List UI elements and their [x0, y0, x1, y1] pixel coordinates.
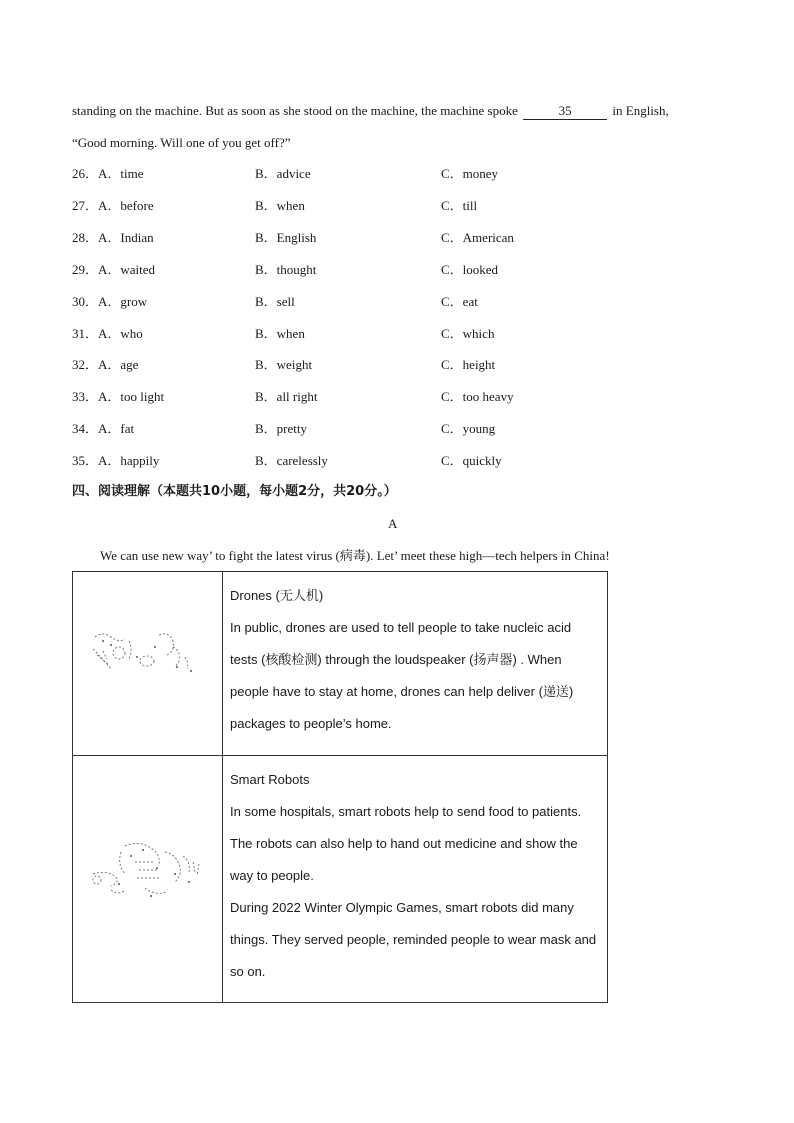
option-b[interactable]: B．pretty	[255, 421, 307, 436]
option-a[interactable]: A．fat	[98, 421, 135, 436]
question-number-and-option-a	[72, 355, 138, 375]
question-number: 26．	[72, 166, 99, 181]
passage-text-before-blank: standing on the machine. But as soon as she stood on the machine, the machine spoke	[72, 103, 518, 118]
question-row	[72, 355, 632, 375]
drone-title: Drones (无人机)	[230, 588, 324, 603]
question-number: 31．	[72, 326, 99, 341]
option-c[interactable]: C．which	[441, 326, 495, 341]
question-number: 28．	[72, 230, 99, 245]
drone-text-cell	[223, 572, 608, 756]
option-b[interactable]: B．when	[255, 326, 305, 341]
robot-sketch-icon	[85, 838, 209, 908]
option-a[interactable]: A．time	[98, 166, 144, 181]
question-number: 32．	[72, 357, 99, 372]
passage-line-2: “Good morning. Will one of you get off?”	[72, 135, 291, 150]
passage-text-after-blank: in English,	[612, 103, 669, 118]
option-b[interactable]: B．all right	[255, 389, 318, 404]
option-c[interactable]: C．young	[441, 421, 496, 436]
option-a[interactable]: A．age	[98, 357, 139, 372]
answer-blank-35: 35	[523, 103, 607, 120]
question-row	[72, 419, 632, 439]
question-number: 35．	[72, 453, 99, 468]
option-c[interactable]: C．American	[441, 230, 514, 245]
passage-letter: A	[388, 516, 398, 531]
robot-description-1: In some hospitals, smart robots help to send food to patients. The robots can also help to hand out medicine and show the way to people.	[230, 804, 582, 883]
helpers-table	[72, 571, 608, 1003]
drone-description: In public, drones are used to tell people to take nucleic acid tests (核酸检测) through the loudspeaker (扬声器) . When people have to stay at home, drones can help deliver (递送) packages to people’s home.	[230, 620, 574, 731]
question-number: 30．	[72, 294, 99, 309]
question-row	[72, 164, 632, 184]
question-number: 33．	[72, 389, 99, 404]
option-a[interactable]: A．who	[98, 326, 143, 341]
passage-line-1	[72, 101, 669, 121]
drone-sketch-icon	[89, 627, 199, 687]
question-number-and-option-a	[72, 164, 144, 184]
question-row	[72, 196, 632, 216]
robot-text-cell	[223, 756, 608, 1003]
robot-title: Smart Robots	[230, 772, 310, 787]
option-a[interactable]: A．happily	[98, 453, 160, 468]
question-number-and-option-a	[72, 292, 147, 312]
option-b[interactable]: B．English	[255, 230, 317, 245]
option-b[interactable]: B．thought	[255, 262, 317, 277]
question-row	[72, 324, 632, 344]
option-b[interactable]: B．weight	[255, 357, 313, 372]
question-row	[72, 228, 632, 248]
option-b[interactable]: B．sell	[255, 294, 295, 309]
option-a[interactable]: A．too light	[98, 389, 165, 404]
option-b[interactable]: B．when	[255, 198, 305, 213]
table-row	[73, 756, 608, 1003]
robot-image-cell	[73, 756, 223, 1003]
table-row	[73, 572, 608, 756]
question-number-and-option-a	[72, 196, 154, 216]
option-b[interactable]: B．advice	[255, 166, 311, 181]
option-c[interactable]: C．quickly	[441, 453, 502, 468]
question-row	[72, 260, 632, 280]
question-row	[72, 387, 632, 407]
option-a[interactable]: A．waited	[98, 262, 156, 277]
option-a[interactable]: A．before	[98, 198, 154, 213]
section-title: 四、阅读理解（本题共10小题，每小题2分，共20分。）	[72, 484, 397, 499]
question-number-and-option-a	[72, 419, 134, 439]
robot-description-2: During 2022 Winter Olympic Games, smart robots did many things. They served people, reminded people to wear mask and so on.	[230, 900, 597, 979]
question-number-and-option-a	[72, 228, 154, 248]
question-row	[72, 451, 632, 471]
passage-intro: We can use new way’ to fight the latest virus (病毒). Let’ meet these high—tech helpers in China!	[100, 548, 610, 563]
option-c[interactable]: C．eat	[441, 294, 478, 309]
option-a[interactable]: A．grow	[98, 294, 148, 309]
drone-image-cell	[73, 572, 223, 756]
option-b[interactable]: B．carelessly	[255, 453, 328, 468]
question-number-and-option-a	[72, 324, 143, 344]
option-c[interactable]: C．too heavy	[441, 389, 514, 404]
question-number: 34．	[72, 421, 99, 436]
option-c[interactable]: C．height	[441, 357, 496, 372]
option-a[interactable]: A．Indian	[98, 230, 154, 245]
option-c[interactable]: C．money	[441, 166, 499, 181]
option-c[interactable]: C．looked	[441, 262, 499, 277]
option-c[interactable]: C．till	[441, 198, 478, 213]
question-number: 29．	[72, 262, 99, 277]
question-number-and-option-a	[72, 387, 164, 407]
question-number-and-option-a	[72, 451, 159, 471]
question-number-and-option-a	[72, 260, 155, 280]
question-number: 27．	[72, 198, 99, 213]
question-row	[72, 292, 632, 312]
